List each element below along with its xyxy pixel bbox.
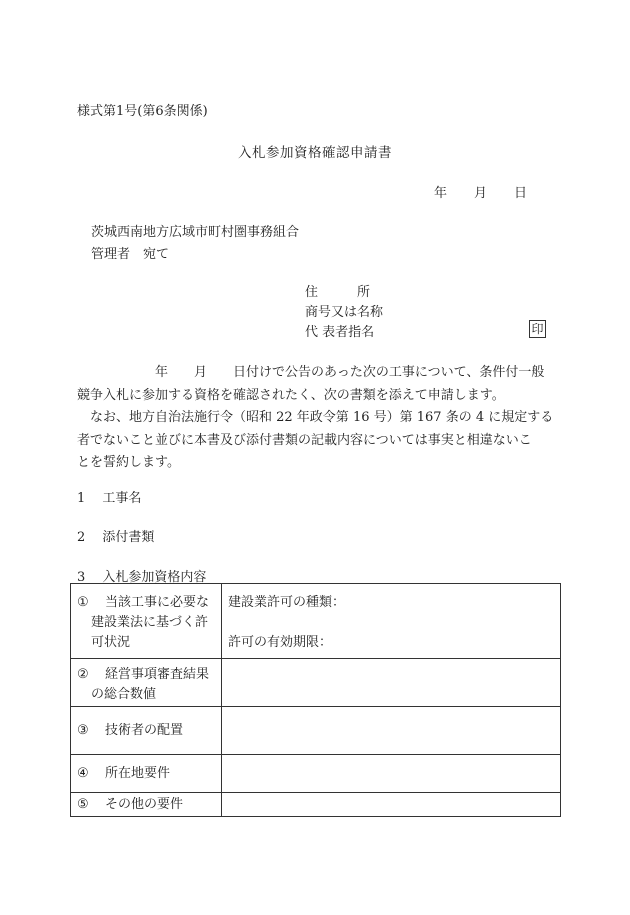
date-month: 月 [474, 186, 488, 201]
applicant-block [305, 283, 383, 343]
representative-label: 代 表者指名 [305, 325, 375, 340]
date-day: 日 [514, 186, 528, 201]
qualification-table [70, 583, 561, 817]
form-number: 様式第1号(第6条関係) [77, 104, 208, 119]
application-date [434, 182, 527, 201]
row-value[interactable] [222, 793, 561, 817]
row-label-text: 経営事項審査結果 [105, 667, 210, 682]
statement-line: 競争入札に参加する資格を確認されたく、次の書類を添えて申請します。 [77, 387, 505, 403]
item-construction-name: 1 工事名 [77, 491, 142, 506]
document-title: 入札参加資格確認申請書 [238, 145, 392, 161]
row-value[interactable] [222, 584, 561, 659]
row-label-text: 技術者の配置 [105, 723, 184, 738]
item-attachments: 2 添付書類 [77, 530, 155, 545]
row-number: ④ [77, 766, 89, 781]
row-label-text: 当該工事に必要な [105, 595, 210, 610]
addressee-block [91, 222, 299, 266]
row-number: ⑤ [77, 797, 89, 812]
address-label: 住 所 [305, 285, 371, 300]
row-label-text: の総合数値 [91, 687, 157, 702]
table-row [71, 584, 561, 659]
license-expiry-label: 許可の有効期限： [228, 635, 333, 650]
addressee-recipient: 管理者 宛て [91, 247, 170, 262]
seal-mark: 印 [529, 320, 546, 338]
row-label [71, 707, 222, 755]
row-label-text: 可状況 [91, 635, 131, 650]
date-year: 年 [434, 186, 448, 201]
row-label [71, 755, 222, 793]
addressee-organization: 茨城西南地方広域市町村圏事務組合 [91, 225, 300, 240]
company-name-label: 商号又は名称 [305, 305, 384, 320]
row-label [71, 793, 222, 817]
application-statement [77, 362, 557, 475]
item-qualification-content: 3 入札参加資格内容 [77, 570, 207, 585]
statement-line: なお、地方自治法施行令（昭和 22 年政令第 16 号）第 167 条の 4 に規定する [77, 410, 554, 425]
table-row [71, 793, 561, 817]
statement-line: 者でないこと並びに本書及び添付書類の記載内容については事実と相違ないこ [77, 432, 532, 448]
row-number: ③ [77, 723, 89, 738]
row-value[interactable] [222, 707, 561, 755]
table-row [71, 659, 561, 707]
row-label [71, 584, 222, 659]
row-label-text: その他の要件 [105, 797, 184, 812]
statement-line: とを誓約します。 [77, 455, 180, 470]
table-row [71, 707, 561, 755]
statement-line: 年 月 日付けで公告のあった次の工事について、条件付一般 [77, 365, 545, 380]
row-number: ① [77, 595, 89, 610]
row-value[interactable] [222, 755, 561, 793]
table-row [71, 755, 561, 793]
row-label-text: 建設業法に基づく許 [91, 615, 209, 630]
row-label [71, 659, 222, 707]
license-type-label: 建設業許可の種類： [228, 595, 346, 610]
row-number: ② [77, 667, 89, 682]
row-label-text: 所在地要件 [105, 766, 171, 781]
row-value[interactable] [222, 659, 561, 707]
